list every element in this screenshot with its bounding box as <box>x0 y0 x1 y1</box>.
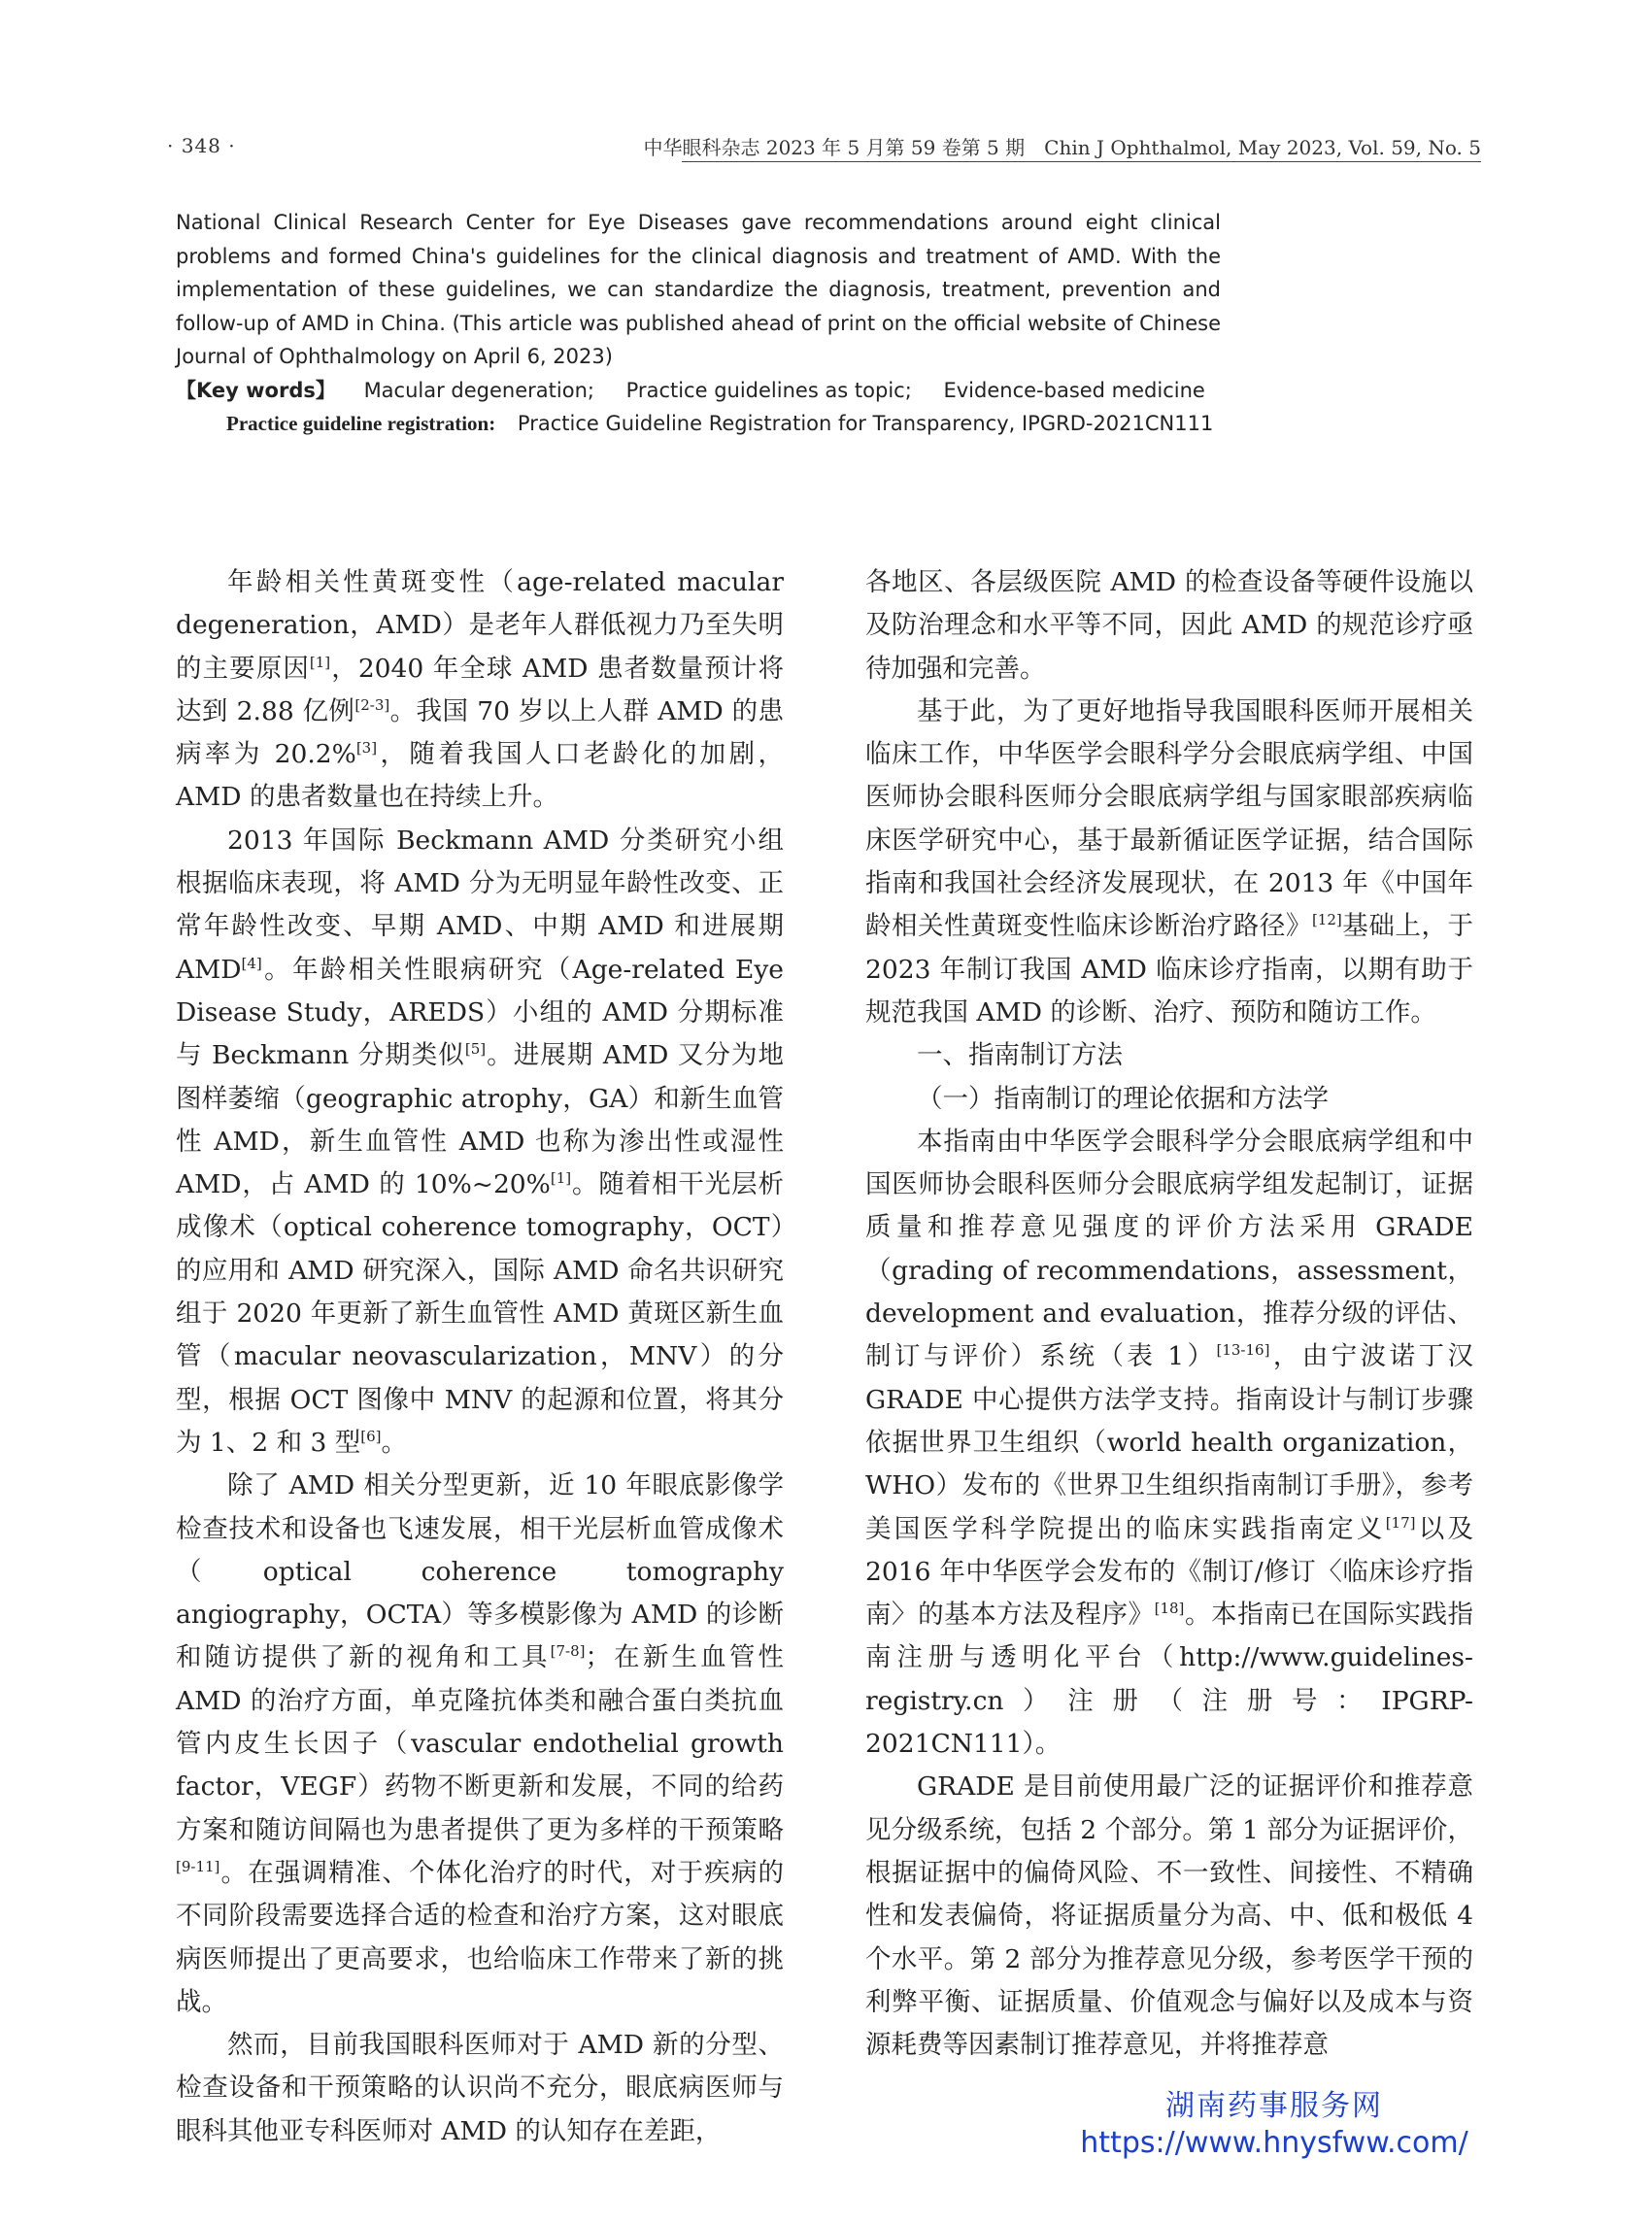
registration-label: Practice guideline registration: <box>226 412 496 435</box>
section-heading: 一、指南制订方法 <box>917 1040 1123 1071</box>
running-header <box>167 128 1481 165</box>
paragraph: 2013 年国际 Beckmann AMD 分类研究小组根据临床表现，将 AMD 分为无明显年龄性改变、正常年龄性改变、早期 AMD、中期 AMD 和进展期 AMD[4]。年龄相关性眼病研究（Age-related Eye Disease Study，AREDS）小组的 AMD 分期标准与 Beckmann 分期类似[5]。进展期 AMD 又分为地图样萎缩（geographic atrophy，GA）和新生血管性 AMD，新生血管性 AMD 也称为渗出性或湿性 AMD，占 AMD 的 10%~20%[1]。随着相干光层析成像术（optical coherence tomography，OCT）的应用和 AMD 研究深入，国际 AMD 命名共识研究组于 2020 年更新了新生血管性 AMD 黄斑区新生血管（macular neovascularization，MNV）的分型，根据 OCT 图像中 MNV 的起源和位置，将其分为 1、2 和 3 型[6]。 <box>176 825 785 1458</box>
right-column <box>865 561 1473 2067</box>
paragraph: 除了 AMD 相关分型更新，近 10 年眼底影像学检查技术和设备也飞速发展，相干光层析血管成像术（optical coherence tomography angiography，OCTA）等多模影像为 AMD 的诊断和随访提供了新的视角和工具[7-8]；在新生血管性 AMD 的治疗方面，单克隆抗体类和融合蛋白类抗血管内皮生长因子（vascular endothelial growth factor，VEGF）药物不断更新和发展，不同的给药方案和随访间隔也为患者提供了更为多样的干预策略[9-11]。在强调精准、个体化治疗的时代，对于疾病的不同阶段需要选择合适的检查和治疗方案，这对眼底病医师提出了更高要求，也给临床工作带来了新的挑战。 <box>176 1470 785 2017</box>
header-rule <box>682 161 1481 162</box>
paragraph: 本指南由中华医学会眼科学分会眼底病学组和中国医师协会眼科医师分会眼底病学组发起制订，证据质量和推荐意见强度的评价方法采用 GRADE（grading of recommendations，assessment，development and evaluation，推荐分级的评估、制订与评价）系统（表 1）[13-16]，由宁波诺丁汉 GRADE 中心提供方法学支持。指南设计与制订步骤依据世界卫生组织（world health organization，WHO）发布的《世界卫生组织指南制订手册》，参考美国医学科学院提出的临床实践指南定义[17]以及 2016 年中华医学会发布的《制订/修订〈临床诊疗指南〉的基本方法及程序》[18]。本指南已在国际实践指南注册与透明化平台（http://www.guidelines-registry.cn）注册（注册号：IPGRP-2021CN111）。 <box>865 1126 1474 1760</box>
watermark <box>1070 2088 1478 2162</box>
keywords-label: 【Key words】 <box>176 378 336 402</box>
subsection-heading: （一）指南制订的理论依据和方法学 <box>917 1083 1329 1114</box>
english-abstract <box>176 206 1221 441</box>
keyword: Macular degeneration; <box>363 378 594 402</box>
registration-text: Practice Guideline Registration for Transparency, IPGRD-2021CN111 <box>517 412 1214 435</box>
paragraph-continued: 各地区、各层级医院 AMD 的检查设备等硬件设施以及防治理念和水平等不同，因此 AMD 的规范诊疗亟待加强和完善。 <box>865 567 1473 684</box>
keyword: Practice guidelines as topic; <box>625 378 912 402</box>
page-number: · 348 · <box>167 134 236 157</box>
watermark-site-name: 湖南药事服务网 <box>1165 2089 1383 2123</box>
paragraph: 年龄相关性黄斑变性（age-related macular degeneration，AMD）是老年人群低视力乃至失明的主要原因[1]，2040 年全球 AMD 患者数量预计将达到 2.88 亿例[2-3]。我国 70 岁以上人群 AMD 的患病率为 20.2%[3]，随着我国人口老龄化的加剧，AMD 的患者数量也在持续上升。 <box>176 567 785 813</box>
paragraph: 然而，目前我国眼科医师对于 AMD 新的分型、检查设备和干预策略的认识尚不充分，眼底病医师与眼科其他亚专科医师对 AMD 的认知存在差距， <box>176 2030 784 2146</box>
abstract-text: National Clinical Research Center for Eye Diseases gave recommendations around eight clinical problems and formed China's guidelines for the clinical diagnosis and treatment of AMD. With the implementation of these guidelines, we can standardize the diagnosis, treatment, prevention and follow-up of AMD in China. (This article was published ahead of print on the official website of Chinese Journal of Ophthalmology on April 6, 2023) <box>176 211 1221 368</box>
paragraph: 基于此，为了更好地指导我国眼科医师开展相关临床工作，中华医学会眼科学分会眼底病学组、中国医师协会眼科医师分会眼底病学组与国家眼部疾病临床医学研究中心，基于最新循证医学证据，结合国际指南和我国社会经济发展现状，在 2013 年《中国年龄相关性黄斑变性临床诊断治疗路径》[12]基础上，于 2023 年制订我国 AMD 临床诊疗指南，以期有助于规范我国 AMD 的诊断、治疗、预防和随访工作。 <box>865 695 1474 1028</box>
keyword: Evidence-based medicine <box>943 378 1205 402</box>
paragraph: GRADE 是目前使用最广泛的证据评价和推荐意见分级系统，包括 2 个部分。第 1 部分为证据评价，根据证据中的偏倚风险、不一致性、间接性、不精确性和发表偏倚，将证据质量分为高、中、低和极低 4 个水平。第 2 部分为推荐意见分级，参考医学干预的利弊平衡、证据质量、价值观念与偏好以及成本与资源耗费等因素制订推荐意见，并将推荐意 <box>865 1771 1473 2061</box>
journal-info: 中华眼科杂志 2023 年 5 月第 59 卷第 5 期 Chin J Ophthalmol, May 2023, Vol. 59, No. 5 <box>643 136 1481 159</box>
registration-line <box>176 407 1221 441</box>
keywords-line <box>176 374 1221 408</box>
left-column <box>176 561 784 2153</box>
watermark-url: https://www.hnysfww.com/ <box>1080 2126 1468 2160</box>
